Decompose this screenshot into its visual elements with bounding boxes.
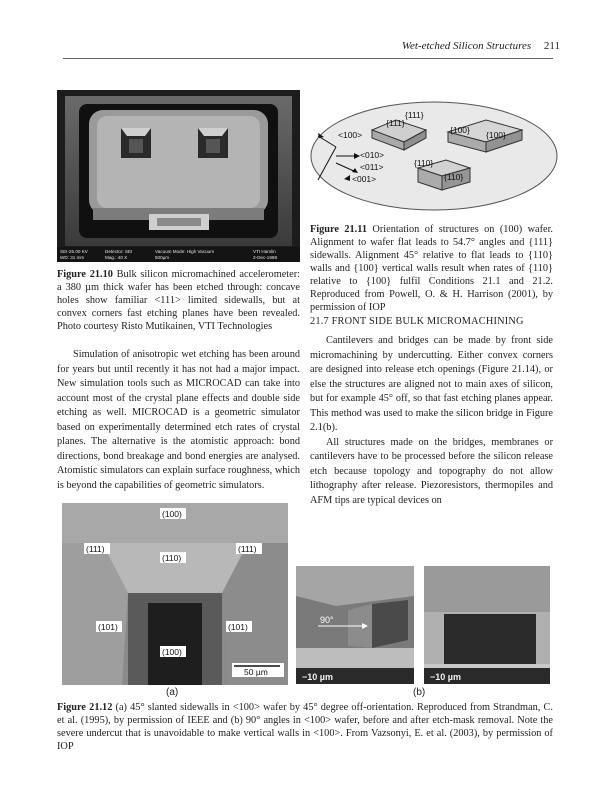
label-dir-001: <001>: [352, 174, 377, 184]
sem-wd: WD: 31 mm: [60, 255, 85, 260]
figure-21-12a-image: [62, 503, 288, 685]
label-a-mid-110: (110): [162, 553, 182, 563]
label-b-scale-1: −10 µm: [302, 672, 333, 682]
label-a-top-100: (100): [162, 509, 182, 519]
section-heading: 21.7 FRONT SIDE BULK MICROMACHINING: [310, 316, 524, 327]
label-a-right-111: (111): [238, 544, 257, 554]
label-b-angle: 90°: [320, 615, 334, 625]
label-b-scale-2: −10 µm: [430, 672, 461, 682]
label-a-bottom-100: (100): [162, 647, 182, 657]
panel-a-label: (a): [166, 687, 179, 698]
page-number: 211: [543, 40, 560, 52]
running-header: [0, 40, 560, 52]
label-plane-100-b: {100}: [486, 130, 506, 140]
figure-21-10-label: Figure 21.10: [57, 269, 113, 280]
sem-scale: 500µm: [155, 255, 170, 260]
label-a-left-111: (111): [86, 544, 105, 554]
label-dir-011: <011>: [360, 162, 384, 172]
right-paragraph-1: Cantilevers and bridges can be made by front side micromachining by undercutting. Either convex corners are designed into release etch openings (Figure 21.14), or else the structures are aligned not to main axes of silicon, but for example 45° off, so that fast etching planes appear. This method was used to make the silicon bridge in Figure 2.1(b).: [310, 335, 553, 433]
right-paragraph-2: All structures made on the bridges, membranes or cantilevers have to be processed before the silicon release etch because topology and topography do not allow lithography after release. Piezoresistors, thermopiles and AFM tips are typical devices on: [310, 436, 553, 506]
figure-21-12b-image: [296, 566, 550, 684]
label-dir-010: <010>: [360, 150, 385, 160]
right-column-text: [310, 334, 553, 508]
figure-21-11-label: Figure 21.11: [310, 224, 367, 235]
label-plane-110-b: {110}: [444, 172, 464, 182]
figure-21-10-caption: [57, 268, 300, 333]
label-plane-100-a: {100}: [450, 125, 470, 135]
figure-21-10-caption-text: Bulk silicon micromachined accelerometer: a 380 µm thick wafer has been etched through: concave holes show familiar <111> limited sidewalls, but at convex corners fast etching planes have been revealed. Photo courtesy Risto Mutikainen, VTI Technologies: [57, 269, 301, 332]
label-plane-111-b: {111}: [405, 110, 424, 120]
sem-detector: Detector: SEI: [105, 249, 133, 254]
sem-mag: Mag.: 40 X: [105, 255, 128, 260]
sem-accel-voltage: SEI-25.00 KV: [60, 249, 88, 254]
left-column-text: [57, 348, 300, 493]
sem-lab: VTI Hamlin: [253, 249, 276, 254]
figure-21-12-caption: [57, 701, 553, 753]
figure-21-11-caption: [310, 223, 553, 314]
figure-21-11-caption-text: Orientation of structures on (100) wafer. Alignment to wafer flat leads to 54.7° angles and {111} sidewalls. Alignment 45° relative to flat leads to {110} walls and {100} vertical walls result when rates of {110} relative to {100} fulfil Conditions 21.1 and 21.2. Reproduced from Powell, O. & H. Harrison (2001), by permission of IOP: [310, 224, 554, 313]
sem-date: 2-Dec-1998: [253, 255, 278, 260]
figure-21-12-label: Figure 21.12: [57, 702, 113, 713]
label-a-scale: 50 µm: [244, 667, 268, 677]
label-plane-110-a: {110}: [414, 158, 434, 168]
left-paragraph: Simulation of anisotropic wet etching has been around for years but until recently it has not had a major impact. New simulation tools such as MICROCAD can take into account most of the crystal plane effects and double side etching as well. MICROCAD is a geometric simulator based on experimentally determined etch rates of crystal planes. The alternative is the atomistic approach: bond directions, bond breakage and bond energies are analysed. Atomistic simulators can explain surface roughness, which is beyond the capabilities of geometric simulators.: [57, 349, 300, 491]
label-dir-100: <100>: [338, 130, 363, 140]
label-a-right-101: (101): [228, 622, 248, 632]
running-title: Wet-etched Silicon Structures: [401, 40, 532, 52]
figure-21-11-diagram: [308, 100, 560, 216]
sem-vacuum-mode: Vacuum Mode: High Vacuum: [155, 249, 215, 254]
figure-21-10-sem-image: [57, 90, 300, 262]
figure-21-12-caption-text: (a) 45° slanted sidewalls in <100> wafer by 45° degree off-orientation. Reproduced from Strandman, C. et al. (1995), by permission of IEEE and (b) 90° angles in <100> wafer, before and after etch-mask removal. Note the severe undercut that is unavoidable to make vertical walls in <100>. From Vazsonyi, E. et al. (2003), by permission of IOP: [57, 702, 553, 752]
header-rule: [63, 58, 553, 59]
label-a-left-101: (101): [98, 622, 118, 632]
panel-b-label: (b): [413, 687, 426, 698]
label-plane-111-a: {111}: [386, 118, 405, 128]
